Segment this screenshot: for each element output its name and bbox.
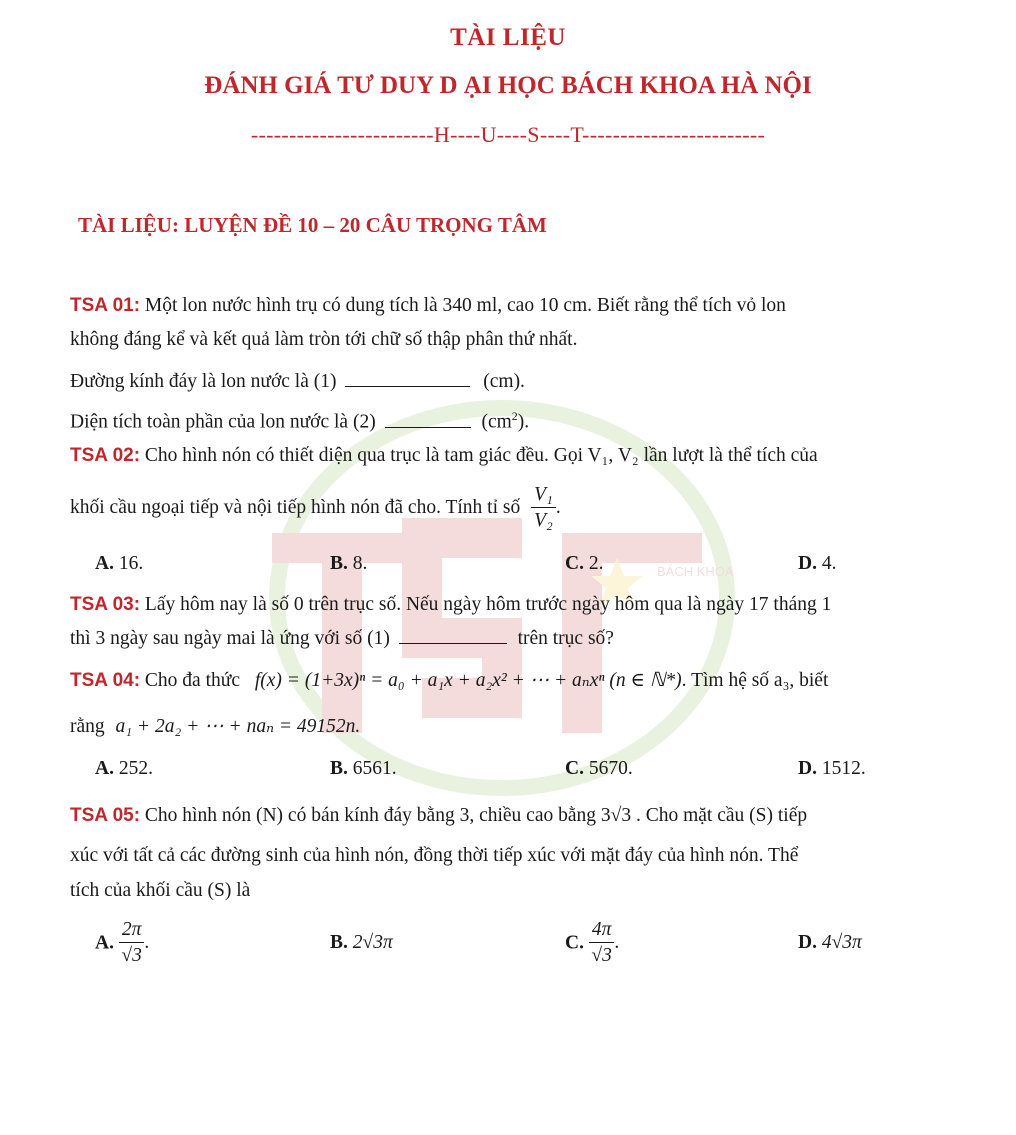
q5-label: TSA 05: <box>70 805 141 826</box>
q4-option-d[interactable] <box>798 758 866 780</box>
q4-text1: Cho đa thức <box>144 670 240 691</box>
q5-option-b-value: 2√3π <box>352 932 393 953</box>
q2-option-d[interactable] <box>798 553 836 575</box>
q1-sub2 <box>70 403 930 436</box>
q1-sub2-unit: (cm <box>481 411 512 433</box>
q3-text2-suffix: trên trục số? <box>517 628 614 649</box>
q1-sub1-prefix: Đường kính đáy là lon nước là (1) <box>70 371 337 392</box>
q5-option-b[interactable] <box>330 932 393 954</box>
q5-line3: tích của khối cầu (S) là <box>70 880 251 901</box>
q5-option-a-den: √3 <box>121 945 142 966</box>
q3-answer-blank[interactable] <box>399 625 507 644</box>
q4-option-b[interactable] <box>330 758 397 780</box>
q4-line1 <box>70 668 930 694</box>
q4-option-a[interactable] <box>95 758 153 780</box>
q1-sub2-prefix: Diện tích toàn phần của lon nước là (2) <box>70 411 376 433</box>
q1-sub1 <box>70 368 930 395</box>
q3-line2 <box>70 625 930 652</box>
q3-text1: Lấy hôm nay là số 0 trên trục số. Nếu ngày hôm trước ngày hôm qua là ngày 17 tháng 1 <box>144 594 832 615</box>
q2-frac-den: V₂ <box>534 510 553 532</box>
q5-option-a-key: A. <box>95 932 114 954</box>
watermark-badge: BÁCH KHOA <box>657 564 734 579</box>
q5-line2: xúc với tất cả các đường sinh của hình nón, đồng thời tiếp xúc với mặt đáy của hình nón. Thể <box>70 845 799 866</box>
q4-option-a-value: 252. <box>118 758 153 779</box>
q4-option-d-value: 1512. <box>821 758 866 779</box>
q5-option-d-value: 4√3π <box>821 932 862 953</box>
section-title: TÀI LIỆU: LUYỆN ĐỀ 10 – 20 CÂU TRỌNG TÂM <box>78 213 547 237</box>
q4-formula: f(x) = (1+3x)ⁿ = a₀ + a₁x + a₂x² + ⋯ + aₙxⁿ (n ∈ ℕ*) <box>254 670 682 691</box>
q2-frac-num: V₁ <box>531 483 556 508</box>
q2-option-d-key: D. <box>798 553 817 574</box>
brand-line: ------------------------H----U----S----T------------------------ <box>250 122 766 147</box>
q4-option-b-key: B. <box>330 758 348 779</box>
q2-line2: khối cầu ngoại tiếp và nội tiếp hình nón đã cho. Tính tỉ số $\frac{\text{V₁}}{\text{V₂}}$ . <box>70 478 930 538</box>
q4-option-c[interactable] <box>565 758 633 780</box>
doc-title: TÀI LIỆU <box>450 24 566 51</box>
q5-option-c-key: C. <box>565 932 584 954</box>
q5-line1 <box>70 803 930 829</box>
q2-option-c-value: 2. <box>588 553 604 574</box>
q5-option-c-fraction <box>589 918 615 969</box>
q1-sub2-end: ). <box>517 411 530 433</box>
q4-text1-suffix: . Tìm hệ số a₃, biết <box>681 670 829 691</box>
q5-option-d[interactable] <box>798 932 862 954</box>
q1-sub2-sup: 2 <box>511 409 518 423</box>
q5-text1: Cho hình nón (N) có bán kính đáy bằng 3, chiều cao bằng 3√3 . Cho mặt cầu (S) tiếp <box>144 805 808 826</box>
q2-text1: Cho hình nón có thiết diện qua trục là tam giác đều. Gọi V₁, V₂ lần lượt là thể tích của <box>144 445 818 466</box>
q5-option-d-key: D. <box>798 932 817 953</box>
q1-line1 <box>70 293 930 319</box>
q2-option-a[interactable] <box>95 553 143 575</box>
q1-answer-blank-2[interactable] <box>385 409 471 428</box>
q2-option-b-value: 8. <box>352 553 368 574</box>
q5-option-a-num: 2π <box>119 918 145 943</box>
q2-option-b-key: B. <box>330 553 348 574</box>
q2-option-d-value: 4. <box>821 553 837 574</box>
q4-condition-formula: a₁ + 2a₂ + ⋯ + naₙ = 49152n. <box>115 716 361 737</box>
q5-option-c-num: 4π <box>589 918 615 943</box>
q1-label: TSA 01: <box>70 295 141 316</box>
q4-option-c-value: 5670. <box>588 758 633 779</box>
q4-line2 <box>70 714 930 740</box>
q2-line1 <box>70 443 930 469</box>
q1-answer-blank-1[interactable] <box>345 368 470 387</box>
q1-text1: Một lon nước hình trụ có dung tích là 340 ml, cao 10 cm. Biết rằng thể tích vỏ lon <box>144 295 786 316</box>
q2-ratio-fraction <box>531 483 556 534</box>
q5-option-a-end: . <box>144 931 150 953</box>
q3-label: TSA 03: <box>70 594 141 615</box>
q1-sub1-unit: (cm). <box>483 371 525 392</box>
q5-option-c-end: . <box>614 931 620 953</box>
q4-option-c-key: C. <box>565 758 584 779</box>
q5-option-c-den: √3 <box>591 945 612 966</box>
q2-option-c-key: C. <box>565 553 584 574</box>
q2-option-c[interactable] <box>565 553 603 575</box>
q2-label: TSA 02: <box>70 445 141 466</box>
q4-option-a-key: A. <box>95 758 114 779</box>
q3-line1 <box>70 592 930 618</box>
q4-option-d-key: D. <box>798 758 817 779</box>
q4-label: TSA 04: <box>70 670 141 691</box>
q2-text2: khối cầu ngoại tiếp và nội tiếp hình nón đã cho. Tính tỉ số <box>70 497 521 518</box>
q2-option-a-value: 16. <box>118 553 144 574</box>
q5-option-a-fraction <box>119 918 145 969</box>
q1-line2: không đáng kể và kết quả làm tròn tới chữ số thập phân thứ nhất. <box>70 329 578 350</box>
q4-option-b-value: 6561. <box>352 758 397 779</box>
q2-option-b[interactable] <box>330 553 367 575</box>
q3-text2: thì 3 ngày sau ngày mai là ứng với số (1) <box>70 628 390 649</box>
q4-text2: rằng <box>70 716 105 737</box>
q5-option-b-key: B. <box>330 932 348 953</box>
q2-option-a-key: A. <box>95 553 114 574</box>
q5-option-a[interactable] <box>95 918 149 969</box>
q5-option-c[interactable] <box>565 918 619 969</box>
doc-subtitle: ĐÁNH GIÁ TƯ DUY D ẠI HỌC BÁCH KHOA HÀ NỘI <box>204 72 812 99</box>
